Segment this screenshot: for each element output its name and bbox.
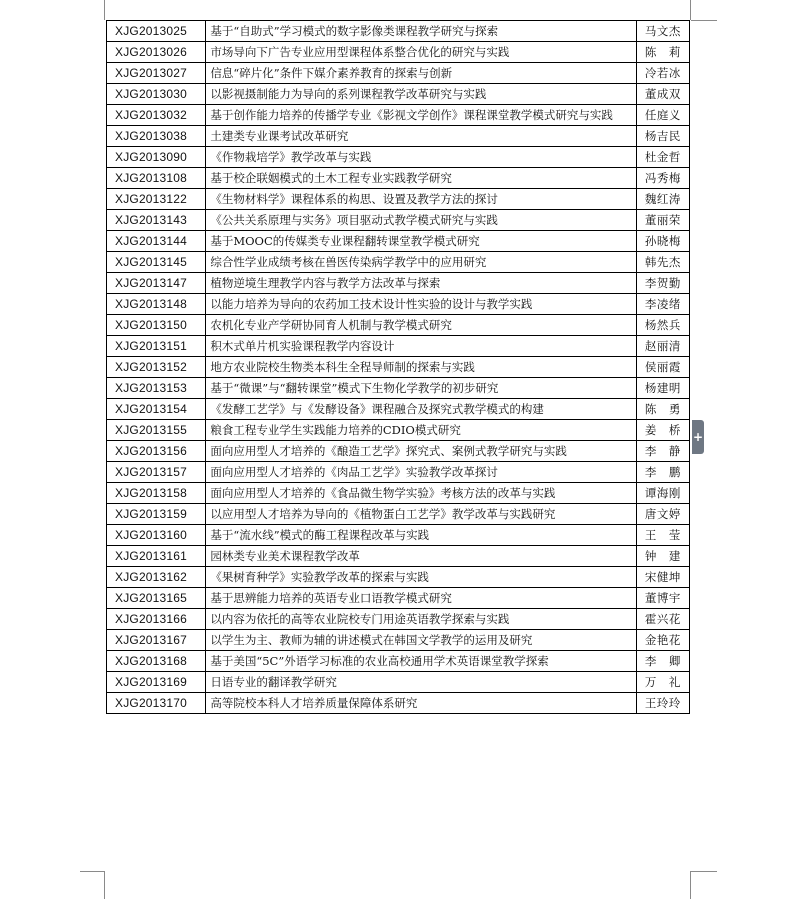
crop-mark-bottom-right-v (690, 871, 691, 899)
project-title-cell: 基于思辨能力培养的英语专业口语教学模式研究 (206, 588, 636, 609)
table-row (107, 168, 690, 189)
project-leader-cell: 万 礼 (636, 672, 689, 693)
project-code-cell: XJG2013150 (107, 315, 206, 336)
project-code-cell: XJG2013144 (107, 231, 206, 252)
project-leader-cell: 王 莹 (636, 525, 689, 546)
project-leader-cell: 唐文婷 (636, 504, 689, 525)
project-code-cell: XJG2013157 (107, 462, 206, 483)
project-leader-cell: 陈 勇 (636, 399, 689, 420)
project-title-cell: 《作物栽培学》教学改革与实践 (206, 147, 636, 168)
project-title-cell: 日语专业的翻译教学研究 (206, 672, 636, 693)
project-leader-cell: 杨建明 (636, 378, 689, 399)
plus-icon: + (692, 430, 704, 444)
project-title-cell: 《果树育种学》实验教学改革的探索与实践 (206, 567, 636, 588)
table-row (107, 63, 690, 84)
project-code-cell: XJG2013152 (107, 357, 206, 378)
table-row (107, 672, 690, 693)
project-code-cell: XJG2013153 (107, 378, 206, 399)
project-code-cell: XJG2013030 (107, 84, 206, 105)
project-title-cell: 以学生为主、教师为辅的讲述模式在韩国文学教学的运用及研究 (206, 630, 636, 651)
table-row (107, 294, 690, 315)
table-row (107, 399, 690, 420)
project-title-cell: 以内容为依托的高等农业院校专门用途英语教学探索与实践 (206, 609, 636, 630)
project-leader-cell: 李 卿 (636, 651, 689, 672)
table-row (107, 336, 690, 357)
table-row (107, 567, 690, 588)
project-code-cell: XJG2013161 (107, 546, 206, 567)
project-leader-cell: 陈 莉 (636, 42, 689, 63)
project-leader-cell: 李贺勤 (636, 273, 689, 294)
project-leader-cell: 魏红涛 (636, 189, 689, 210)
table-row (107, 21, 690, 42)
project-title-cell: 《生物材料学》课程体系的构思、设置及教学方法的探讨 (206, 189, 636, 210)
project-title-cell: 植物逆境生理教学内容与教学方法改革与探索 (206, 273, 636, 294)
project-code-cell: XJG2013156 (107, 441, 206, 462)
table-row (107, 378, 690, 399)
project-code-cell: XJG2013090 (107, 147, 206, 168)
project-code-cell: XJG2013158 (107, 483, 206, 504)
project-title-cell: 基于创作能力培养的传播学专业《影视文学创作》课程课堂教学模式研究与实践 (206, 105, 636, 126)
project-title-cell: 基于MOOC的传媒类专业课程翻转课堂教学模式研究 (206, 231, 636, 252)
project-leader-cell: 谭海刚 (636, 483, 689, 504)
table-row (107, 147, 690, 168)
project-leader-cell: 冯秀梅 (636, 168, 689, 189)
project-leader-cell: 姜 桥 (636, 420, 689, 441)
project-leader-cell: 杨吉民 (636, 126, 689, 147)
project-leader-cell: 董成双 (636, 84, 689, 105)
crop-mark-bottom-left-h (80, 871, 104, 872)
project-code-cell: XJG2013038 (107, 126, 206, 147)
project-code-cell: XJG2013170 (107, 693, 206, 714)
project-leader-cell: 李 鹏 (636, 462, 689, 483)
project-title-cell: 《公共关系原理与实务》项目驱动式教学模式研究与实践 (206, 210, 636, 231)
project-leader-cell: 金艳花 (636, 630, 689, 651)
project-leader-cell: 王玲玲 (636, 693, 689, 714)
expand-side-tab[interactable] (692, 420, 704, 454)
project-code-cell: XJG2013151 (107, 336, 206, 357)
crop-mark-bottom-right-h (691, 871, 717, 872)
project-leader-cell: 李凌绪 (636, 294, 689, 315)
project-title-cell: 土建类专业课考试改革研究 (206, 126, 636, 147)
table-row (107, 441, 690, 462)
crop-mark-top-left-v (104, 0, 105, 20)
project-leader-cell: 杨然兵 (636, 315, 689, 336)
project-leader-cell: 钟 建 (636, 546, 689, 567)
project-title-cell: 信息“碎片化”条件下媒介素养教育的探索与创新 (206, 63, 636, 84)
project-code-cell: XJG2013154 (107, 399, 206, 420)
project-code-cell: XJG2013108 (107, 168, 206, 189)
table-row (107, 357, 690, 378)
project-title-cell: 基于美国“5C”外语学习标准的农业高校通用学术英语课堂教学探索 (206, 651, 636, 672)
project-title-cell: 以影视摄制能力为导向的系列课程教学改革研究与实践 (206, 84, 636, 105)
table-row (107, 252, 690, 273)
project-code-cell: XJG2013147 (107, 273, 206, 294)
project-leader-cell: 李 静 (636, 441, 689, 462)
project-title-cell: 市场导向下广告专业应用型课程体系整合优化的研究与实践 (206, 42, 636, 63)
project-title-cell: 基于“流水线”模式的酶工程课程改革与实践 (206, 525, 636, 546)
project-title-cell: 粮食工程专业学生实践能力培养的CDIO模式研究 (206, 420, 636, 441)
project-code-cell: XJG2013169 (107, 672, 206, 693)
crop-mark-bottom-left-v (104, 871, 105, 899)
project-title-cell: 积木式单片机实验课程教学内容设计 (206, 336, 636, 357)
project-leader-cell: 董丽荣 (636, 210, 689, 231)
table-row (107, 483, 690, 504)
table-row (107, 546, 690, 567)
project-title-cell: 园林类专业美术课程教学改革 (206, 546, 636, 567)
table-row (107, 105, 690, 126)
project-title-cell: 农机化专业产学研协同育人机制与教学模式研究 (206, 315, 636, 336)
project-leader-cell: 侯丽霞 (636, 357, 689, 378)
project-title-cell: 《发酵工艺学》与《发酵设备》课程融合及探究式教学模式的构建 (206, 399, 636, 420)
project-code-cell: XJG2013032 (107, 105, 206, 126)
project-title-cell: 基于“微课”与“翻转课堂”模式下生物化学教学的初步研究 (206, 378, 636, 399)
project-leader-cell: 孙晓梅 (636, 231, 689, 252)
project-code-cell: XJG2013027 (107, 63, 206, 84)
project-leader-cell: 韩先杰 (636, 252, 689, 273)
project-leader-cell: 宋健坤 (636, 567, 689, 588)
project-title-cell: 综合性学业成绩考核在兽医传染病学教学中的应用研究 (206, 252, 636, 273)
crop-mark-top-right-v (690, 0, 691, 20)
project-title-cell: 地方农业院校生物类本科生全程导师制的探索与实践 (206, 357, 636, 378)
project-leader-cell: 董博宇 (636, 588, 689, 609)
table-row (107, 651, 690, 672)
project-code-cell: XJG2013162 (107, 567, 206, 588)
project-code-cell: XJG2013168 (107, 651, 206, 672)
project-code-cell: XJG2013143 (107, 210, 206, 231)
project-code-cell: XJG2013165 (107, 588, 206, 609)
project-leader-cell: 任庭义 (636, 105, 689, 126)
table-row (107, 525, 690, 546)
table-row (107, 126, 690, 147)
project-code-cell: XJG2013025 (107, 21, 206, 42)
project-title-cell: 面向应用型人才培养的《肉品工艺学》实验教学改革探讨 (206, 462, 636, 483)
project-table (106, 20, 690, 714)
project-leader-cell: 冷若冰 (636, 63, 689, 84)
project-title-cell: 基于“自助式”学习模式的数字影像类课程教学研究与探索 (206, 21, 636, 42)
project-leader-cell: 霍兴花 (636, 609, 689, 630)
table-row (107, 630, 690, 651)
crop-mark-top-right-h (691, 20, 717, 21)
table-row (107, 42, 690, 63)
project-title-cell: 以能力培养为导向的农药加工技术设计性实验的设计与教学实践 (206, 294, 636, 315)
project-title-cell: 高等院校本科人才培养质量保障体系研究 (206, 693, 636, 714)
table-row (107, 231, 690, 252)
table-row (107, 210, 690, 231)
table-row (107, 693, 690, 714)
project-code-cell: XJG2013122 (107, 189, 206, 210)
project-code-cell: XJG2013160 (107, 525, 206, 546)
table-row (107, 588, 690, 609)
table-row (107, 84, 690, 105)
project-code-cell: XJG2013166 (107, 609, 206, 630)
project-code-cell: XJG2013145 (107, 252, 206, 273)
project-code-cell: XJG2013167 (107, 630, 206, 651)
project-title-cell: 基于校企联姻模式的土木工程专业实践教学研究 (206, 168, 636, 189)
table-row (107, 273, 690, 294)
project-leader-cell: 马文杰 (636, 21, 689, 42)
table-row (107, 609, 690, 630)
project-title-cell: 面向应用型人才培养的《酿造工艺学》探究式、案例式教学研究与实践 (206, 441, 636, 462)
table-row (107, 504, 690, 525)
project-leader-cell: 杜金哲 (636, 147, 689, 168)
project-leader-cell: 赵丽清 (636, 336, 689, 357)
table-row (107, 189, 690, 210)
project-title-cell: 面向应用型人才培养的《食品微生物学实验》考核方法的改革与实践 (206, 483, 636, 504)
project-code-cell: XJG2013159 (107, 504, 206, 525)
project-code-cell: XJG2013026 (107, 42, 206, 63)
project-table-body (107, 21, 690, 714)
project-code-cell: XJG2013148 (107, 294, 206, 315)
table-row (107, 462, 690, 483)
table-row (107, 420, 690, 441)
project-title-cell: 以应用型人才培养为导向的《植物蛋白工艺学》教学改革与实践研究 (206, 504, 636, 525)
table-row (107, 315, 690, 336)
project-code-cell: XJG2013155 (107, 420, 206, 441)
